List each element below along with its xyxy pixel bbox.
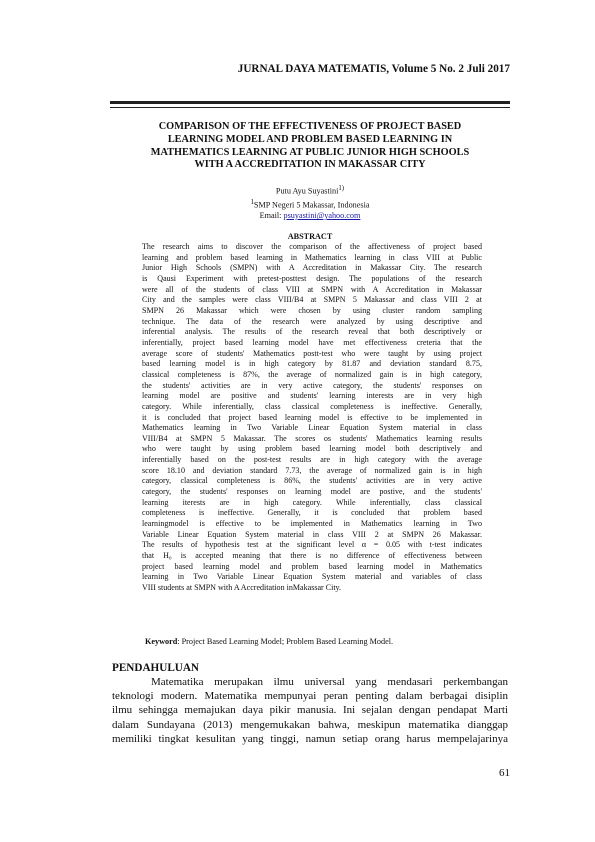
abstract-line: Junior High Schools (SMPN) with A Accreditation in Makassar City. The research bbox=[142, 263, 482, 273]
body-line: teknologi modern. Matematika mempunyai peran penting dalam berbagai disiplin bbox=[112, 690, 508, 703]
abstract-line: it is concluded that project based learning model is effective to be implemented in bbox=[142, 412, 482, 422]
title-line: COMPARISON OF THE EFFECTIVENESS OF PROJECT BASED bbox=[158, 121, 462, 132]
abstract-line: The results of hypothesis test at the significant level α = 0.05 with t-test indicates bbox=[142, 540, 482, 550]
abstract-line: City and the samples were class VIII/B4 at SMPN 5 Makassar and class VIII 2 at bbox=[142, 295, 482, 305]
page-number: 61 bbox=[499, 767, 510, 779]
keywords bbox=[145, 637, 475, 646]
abstract-line: SMPN 26 Makassar which were chosen by using cluster random sampling bbox=[142, 305, 482, 315]
abstract-line: inferentially, project based learning model have met effectiveness creteria that the bbox=[142, 337, 482, 347]
abstract-line: The research aims to discover the comparison of the affectiveness of project based bbox=[142, 242, 482, 251]
abstract-line: learning in Two Variable Linear Equation System material and variables of class bbox=[142, 572, 482, 582]
header-rule-thick bbox=[110, 101, 510, 104]
body-line: ilmu sehingga memajukan daya pikir manusia. Ini sejalan dengan pendapat Marti bbox=[112, 704, 508, 717]
abstract-line: inferentially based on the post-test results are in high category with the average bbox=[142, 455, 482, 465]
abstract-line: VIII/B4 at SMPN 5 Makassar. The scores os students' Mathematics learning results bbox=[142, 433, 482, 443]
header-rule-thin bbox=[110, 107, 510, 108]
title-line: MATHEMATICS LEARNING AT PUBLIC JUNIOR HIGH SCHOOLS bbox=[150, 146, 470, 158]
abstract-line: category, the students' responses on learning model are postive, and the students' bbox=[142, 487, 482, 497]
title-line: WITH A ACCREDITATION IN MAKASSAR CITY bbox=[194, 159, 426, 171]
email-line bbox=[150, 211, 470, 222]
author-superscript: 1) bbox=[338, 185, 345, 192]
affiliation-superscript: 1 bbox=[250, 198, 254, 206]
body-line: dalam Sundayana (2013) mengemukakan bahwa, meskipun matematika dianggap bbox=[112, 718, 508, 731]
abstract-line: average score of students' Mathematics postt-test who were taught by using project bbox=[142, 348, 482, 358]
abstract-line: completeness is ineffective. Generally, it is concluded that problem based bbox=[142, 508, 482, 518]
author-name: Putu Ayu Suyastini bbox=[275, 186, 339, 196]
abstract-line: score 18.10 and deviation standard 7.73, the average of normalized gain is in high bbox=[142, 465, 482, 475]
email-label: Email: bbox=[259, 211, 284, 221]
abstract-heading: ABSTRACT bbox=[287, 232, 333, 241]
abstract-body bbox=[142, 242, 482, 594]
paper-title bbox=[112, 121, 508, 172]
abstract-line: learningmodel is effective to be implemented in Mathematics learning in Two bbox=[142, 519, 482, 529]
abstract-line: project based learning model and problem based learning model in Mathematics bbox=[142, 561, 482, 571]
abstract-line: were all of the students of class VIII at SMPN with A Accreditation in Makassar bbox=[142, 284, 482, 294]
abstract-line: category, classical completeness is 86%, the students' activities are in very active bbox=[142, 476, 482, 486]
abstract-line: technique. The data of the research were analyzed by using descriptive and bbox=[142, 316, 482, 326]
author-block bbox=[150, 184, 470, 222]
abstract-line: based learning model is in high category by 81.87 and deviation standard 8.75, bbox=[142, 359, 482, 369]
abstract-line: learning model are positive and students' learning interests are in very high bbox=[142, 391, 482, 401]
abstract-line: Variable Linear Equation System material in class VIII 2 at SMPN 26 Makassar. bbox=[142, 529, 482, 539]
section-body bbox=[112, 675, 508, 746]
body-line: Matematika merupakan ilmu universal yang mendasari perkembangan bbox=[151, 676, 508, 688]
keywords-label: Keyword bbox=[145, 637, 178, 646]
abstract-line: the students' activities are in very active category, the students' responses on bbox=[142, 380, 482, 390]
keywords-text: : Project Based Learning Model; Problem Based Learning Model. bbox=[177, 637, 394, 646]
abstract-line: category. While inferentially, class classical completeness is ineffective. Generally, bbox=[142, 401, 482, 411]
abstract-line: classical completeness is 87%, the average of normalized gain is in high category, bbox=[142, 369, 482, 379]
author-line bbox=[150, 184, 470, 198]
section-heading: PENDAHULUAN bbox=[112, 662, 200, 674]
email-link[interactable]: psuyastini@yahoo.com bbox=[283, 211, 361, 221]
abstract-line: inferential analysis. The results of the research reveal that both descriptively or bbox=[142, 327, 482, 337]
affiliation-text: SMP Negeri 5 Makassar, Indonesia bbox=[253, 200, 370, 210]
body-line: memiliki tingkat kesulitan yang tinggi, namun setiap orang harus mempelajarinya bbox=[112, 732, 508, 745]
abstract-line: learning iterests are in high category. While inferentially, class classical bbox=[142, 497, 482, 507]
abstract-line: is Qausi Experiment with pretest-posttest design. The populations of the research bbox=[142, 273, 482, 283]
abstract-line: Mathematics learning in Two Variable Linear Equation System material in class bbox=[142, 423, 482, 433]
abstract-line: VIII students at SMPN with A Accreditation inMakassar City. bbox=[142, 583, 342, 592]
abstract-line: that H₀ is accepted meaning that there is no difference of effectiveness between bbox=[142, 551, 482, 561]
abstract-line: who were taught by using problem based learning model both descriptively and bbox=[142, 444, 482, 454]
title-line: LEARNING MODEL AND PROBLEM BASED LEARNING IN bbox=[167, 133, 453, 145]
abstract-line: learning and problem based learning in Mathematics learning in class VIII at Public bbox=[142, 252, 482, 262]
affiliation-line bbox=[150, 198, 470, 212]
journal-header: JURNAL DAYA MATEMATIS, Volume 5 No. 2 Juli 2017 bbox=[237, 63, 510, 75]
